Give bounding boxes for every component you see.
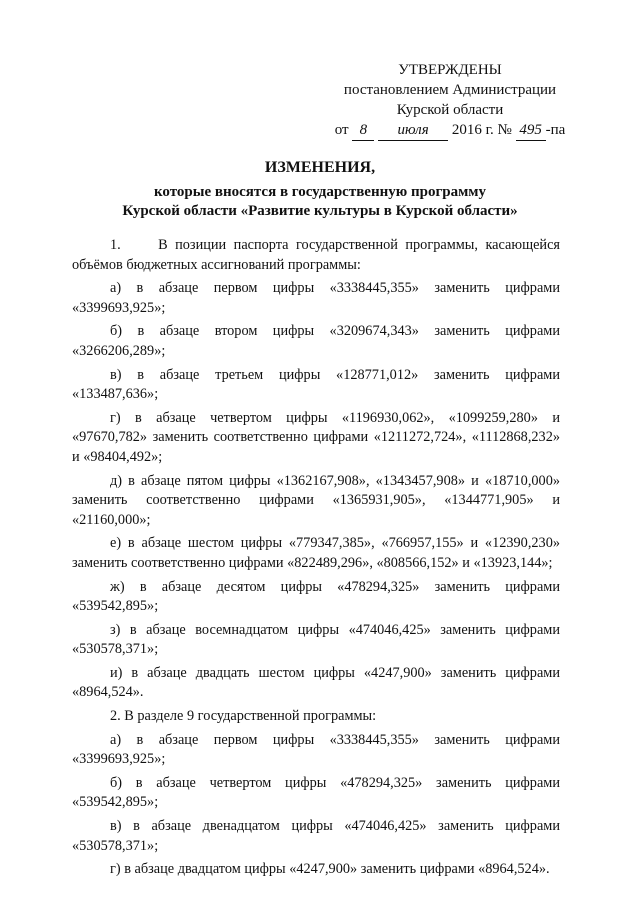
document-title <box>80 158 560 221</box>
section-2-item-g: г) в абзаце двадцатом цифры «4247,900» заменить цифрами «8964,524». <box>110 861 550 878</box>
section-1-item-g: г) в абзаце четвертом цифры «1196930,062», «1099259,280» и «97670,782» заменить соответственно цифрами «1211272,724», «1112868,232» и «98404,492»; <box>72 409 560 465</box>
section-2-item-v: в) в абзаце двенадцатом цифры «474046,425» заменить цифрами «530578,371»; <box>72 818 560 854</box>
date-prefix: от <box>334 122 349 138</box>
document-body <box>72 236 560 884</box>
approval-stamp <box>330 60 570 141</box>
section-2-intro: 2. В разделе 9 государственной программы: <box>110 708 377 725</box>
section-2-item-b: б) в абзаце четвертом цифры «478294,325» заменить цифрами «539542,895»; <box>72 774 560 811</box>
number-suffix: -па <box>545 122 566 138</box>
date-year-number-label: 2016 г. № <box>451 122 512 138</box>
section-1-item-zh: ж) в абзаце десятом цифры «478294,325» заменить цифрами «539542,895»; <box>72 578 560 615</box>
section-1-item-d: д) в абзаце пятом цифры «1362167,908», «1343457,908» и «18710,000» заменить соответственно цифрами «1365931,905», «1344771,905» и «21160,000»; <box>72 472 560 528</box>
approval-date-line <box>330 120 570 141</box>
date-day: 8 <box>352 120 374 141</box>
section-2-item-a: а) в абзаце первом цифры «3338445,355» заменить цифрами «3399693,925»; <box>72 731 560 768</box>
section-1-intro: 1. В позиции паспорта государственной программы, касающейся объёмов бюджетных ассигнований программы: <box>72 237 560 273</box>
section-1-item-e: е) в абзаце шестом цифры «779347,385», «766957,155» и «12390,230» заменить соответственно цифрами «822489,296», «808566,152» и «13923,144»; <box>72 535 560 571</box>
document-number: 495 <box>516 120 546 141</box>
section-1-item-z: з) в абзаце восемнадцатом цифры «474046,425» заменить цифрами «530578,371»; <box>72 621 560 658</box>
title-subline: которые вносятся в государственную программу <box>153 184 487 200</box>
section-1-item-i: и) в абзаце двадцать шестом цифры «4247,900» заменить цифрами «8964,524». <box>72 664 560 701</box>
section-1-item-v: в) в абзаце третьем цифры «128771,012» заменить цифрами «133487,636»; <box>72 366 560 403</box>
title-heading: ИЗМЕНЕНИЯ, <box>264 159 376 176</box>
approval-heading: УТВЕРЖДЕНЫ <box>398 62 502 78</box>
date-month: июля <box>378 120 448 141</box>
approval-region: Курской области <box>396 102 504 118</box>
section-1-item-b: б) в абзаце втором цифры «3209674,343» заменить цифрами «3266206,289»; <box>72 323 560 359</box>
approval-issuer: постановлением Администрации <box>343 82 557 98</box>
title-program-name: Курской области «Развитие культуры в Курской области» <box>122 203 518 219</box>
section-1-item-a: а) в абзаце первом цифры «3338445,355» заменить цифрами «3399693,925»; <box>72 280 560 316</box>
